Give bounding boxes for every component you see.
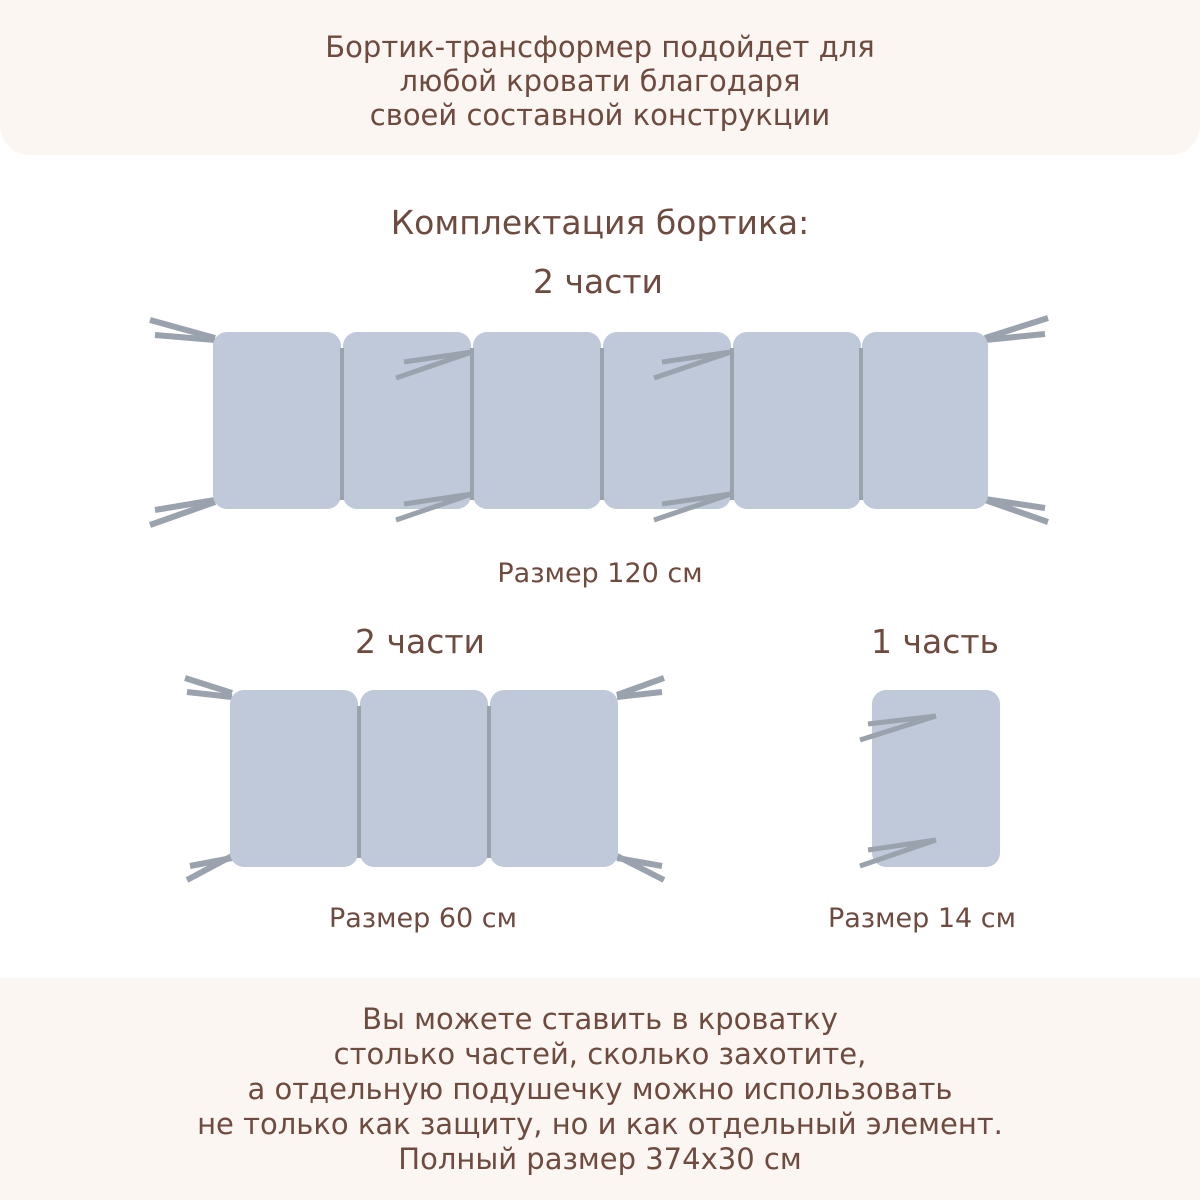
cushion — [733, 332, 861, 509]
outro-banner — [0, 978, 1200, 1200]
cushion — [473, 332, 601, 509]
set-60-size-label: Размер 60 см — [328, 903, 518, 934]
outro-line-5: Полный размер 374x30 см — [398, 1142, 802, 1176]
outro-line-2: столько частей, сколько захотите, — [333, 1037, 867, 1071]
outro-line-4: не только как защиту, но и как отдельный элемент. — [197, 1107, 1003, 1141]
intro-line-2: любой кровати благодаря — [399, 64, 801, 98]
outro-text — [0, 1002, 1200, 1177]
outro-line-3: а отдельную подушечку можно использовать — [247, 1072, 953, 1106]
cushion — [213, 332, 341, 509]
set-120-size-label: Размер 120 см — [497, 558, 703, 589]
set-120-parts-label: 2 части — [532, 262, 664, 301]
cushion — [230, 690, 358, 867]
outro-line-1: Вы можете ставить в кроватку — [362, 1002, 838, 1036]
kit-title: Комплектация бортика: — [390, 203, 810, 242]
set-14-parts-label: 1 часть — [870, 622, 1000, 661]
set-60-diagram — [185, 678, 664, 880]
intro-line-3: своей составной конструкции — [369, 98, 831, 132]
cushion — [360, 690, 488, 867]
intro-line-1: Бортик-трансформер подойдет для — [325, 30, 875, 64]
set-14-diagram — [860, 690, 1000, 867]
cushion — [862, 332, 988, 509]
cushion-row-3 — [230, 690, 618, 867]
cushion — [490, 690, 618, 867]
set-60-parts-label: 2 части — [354, 622, 486, 661]
set-120-diagram — [150, 318, 1048, 525]
set-14-size-label: Размер 14 см — [827, 903, 1017, 934]
